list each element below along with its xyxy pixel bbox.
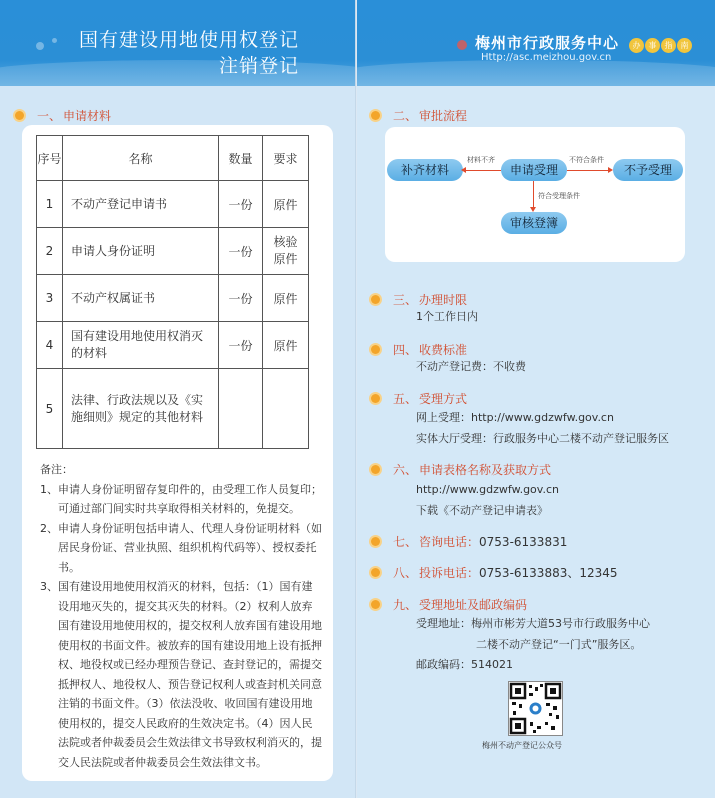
section-label: 办理时限 [419, 293, 468, 307]
left-header [0, 0, 357, 86]
note-text: 申请人身份证明留存复印件的，由受理工作人员复印；可通过部门间实时共享取得相关材料的，免提交。 [58, 482, 322, 515]
org-name: 梅州市行政服务中心 [475, 34, 620, 52]
section-method-heading [371, 390, 467, 407]
online-accept: 网上受理：http://www.gdzwfw.gov.cn [416, 411, 614, 424]
cell-req: 原件 [263, 181, 309, 228]
badge: 事 [645, 38, 660, 53]
address-line-2: 二楼不动产登记“一门式”服务区。 [476, 638, 642, 651]
arrow-right-line [567, 170, 609, 171]
section-num: 二、 [393, 109, 418, 123]
cell-name: 法律、行政法规以及《实施细则》规定的其他材料 [63, 369, 219, 449]
cell-req: 核验原件 [263, 228, 309, 275]
method-body [416, 407, 669, 449]
cell-qty: 一份 [219, 275, 263, 322]
badge: 指 [661, 38, 676, 53]
left-panel [0, 0, 357, 798]
bullet-icon [371, 111, 380, 120]
note-num: 2、 [40, 521, 58, 535]
section-num: 四、 [393, 343, 418, 357]
header-wave [357, 60, 715, 86]
table-row [37, 228, 309, 275]
section-label: 受理方式 [419, 392, 468, 406]
bullet-icon [371, 600, 380, 609]
section-consult-heading [371, 533, 567, 550]
edge-label-not-meet: 不符合条件 [569, 156, 604, 164]
edge-label-meet: 符合受理条件 [538, 192, 580, 200]
form-url: http://www.gdzwfw.gov.cn [416, 483, 559, 496]
notes-title: 备注： [40, 463, 73, 476]
fee-standard: 不动产登记费：不收费 [416, 360, 526, 373]
section-address-heading [371, 596, 527, 613]
section-num: 三、 [393, 293, 418, 307]
cell-no: 4 [37, 322, 63, 369]
section-num: 八、 [393, 566, 418, 580]
section-process-heading [371, 107, 467, 124]
note-item [40, 480, 322, 519]
note-item [40, 519, 322, 578]
table-header-row [37, 136, 309, 181]
node-review: 审核登簿 [501, 212, 567, 234]
right-header [357, 0, 715, 86]
cell-req: 原件 [263, 275, 309, 322]
bullet-icon [371, 465, 380, 474]
bullet-icon [371, 295, 380, 304]
arrow-down-head-icon [530, 207, 536, 212]
address-line-1: 受理地址：梅州市彬芳大道53号市行政服务中心 [416, 617, 650, 630]
cell-req [263, 369, 309, 449]
bullet-icon [371, 568, 380, 577]
flow-card [385, 127, 685, 262]
logo-dot-icon [457, 40, 467, 50]
cell-no: 1 [37, 181, 63, 228]
section-complaint-heading [371, 564, 618, 581]
decor-dot [52, 38, 57, 43]
section-num: 六、 [393, 463, 418, 477]
bullet-icon [371, 345, 380, 354]
qr-caption: 梅州不动产登记公众号 [482, 741, 562, 750]
form-download: 下载《不动产登记申请表》 [416, 504, 548, 517]
cell-qty [219, 369, 263, 449]
cell-no: 5 [37, 369, 63, 449]
cell-qty: 一份 [219, 322, 263, 369]
section-label: 申请表格名称及获取方式 [419, 463, 552, 477]
col-header-name: 名称 [63, 136, 219, 181]
badge: 办 [629, 38, 644, 53]
cell-qty: 一份 [219, 228, 263, 275]
node-reject: 不予受理 [613, 159, 683, 181]
org-url: Http://asc.meizhou.gov.cn [481, 52, 612, 63]
col-header-qty: 数量 [219, 136, 263, 181]
col-header-no: 序号 [37, 136, 63, 181]
section-label: 申请材料 [63, 109, 112, 123]
time-limit: 1个工作日内 [416, 310, 478, 323]
section-materials-heading [15, 107, 111, 124]
cell-name: 申请人身份证明 [63, 228, 219, 275]
bullet-icon [371, 537, 380, 546]
zip-code: 邮政编码：514021 [416, 658, 513, 671]
decor-dot [36, 42, 44, 50]
col-header-req: 要求 [263, 136, 309, 181]
arrow-left-head-icon [461, 167, 466, 173]
section-num: 九、 [393, 598, 418, 612]
consult-phone: 0753-6133831 [479, 534, 568, 549]
note-num: 3、 [40, 580, 58, 593]
document-title [79, 27, 299, 79]
qr-code-icon [508, 681, 563, 736]
table-row [37, 275, 309, 322]
note-text: 国有建设用地使用权消灭的材料，包括：（1）国有建设用地灭失的，提交其灭失的材料。（2）权利人放弃国有建设用地使用权的，提交权利人放弃国有建设用地使用权的书面文件。被放弃的国有建设用地上设有抵押权、地役权或已经办理预告登记、查封登记的，需提交抵押权人、地役权人、预告登记权利人或查封机关同意注销的书面文件。（3）依法没收、收回国有建设用地使用权的，提交人民政府的生效决定书。（4）因人民法院或者仲裁委员会生效法律文书导致权利消灭的，提交人民法院或者仲裁委员会生效法律文书。 [58, 580, 322, 769]
section-label: 收费标准 [419, 343, 468, 357]
note-item [40, 577, 322, 772]
section-form-heading [371, 461, 551, 478]
note-num: 1、 [40, 482, 58, 496]
arrow-right-head-icon [608, 167, 613, 173]
notes-block [40, 460, 322, 772]
arrow-left-line [465, 170, 501, 171]
section-label: 审批流程 [419, 109, 468, 123]
cell-name: 不动产登记申请书 [63, 181, 219, 228]
table-row [37, 181, 309, 228]
badge: 南 [677, 38, 692, 53]
section-num: 七、 [393, 535, 418, 549]
table-row [37, 322, 309, 369]
cell-no: 3 [37, 275, 63, 322]
table-row [37, 369, 309, 449]
title-sub: 注销登记 [218, 55, 299, 77]
right-panel [357, 0, 715, 798]
cell-no: 2 [37, 228, 63, 275]
guide-badges [629, 38, 692, 53]
bullet-icon [15, 111, 24, 120]
section-label: 投诉电话： [419, 566, 480, 580]
section-label: 受理地址及邮政编码 [419, 598, 528, 612]
title-main: 国有建设用地使用权登记 [78, 29, 299, 51]
hall-accept: 实体大厅受理：行政服务中心二楼不动产登记服务区 [416, 432, 669, 445]
section-num: 五、 [393, 392, 418, 406]
arrow-down-line [533, 181, 534, 208]
node-supplement: 补齐材料 [387, 159, 463, 181]
edge-label-incomplete: 材料不齐 [467, 156, 495, 164]
materials-card [22, 125, 333, 781]
materials-table [36, 135, 309, 449]
section-label: 咨询电话： [419, 535, 480, 549]
cell-name: 不动产权属证书 [63, 275, 219, 322]
cell-name: 国有建设用地使用权消灭的材料 [63, 322, 219, 369]
form-body [416, 479, 559, 521]
complaint-phone: 0753-6133883、12345 [479, 566, 618, 580]
section-num: 一、 [37, 109, 62, 123]
note-text: 申请人身份证明包括申请人、代理人身份证明材料（如居民身份证、营业执照、组织机构代码等）、授权委托书。 [58, 521, 322, 574]
cell-req: 原件 [263, 322, 309, 369]
cell-qty: 一份 [219, 181, 263, 228]
bullet-icon [371, 394, 380, 403]
node-accept: 申请受理 [501, 159, 567, 181]
